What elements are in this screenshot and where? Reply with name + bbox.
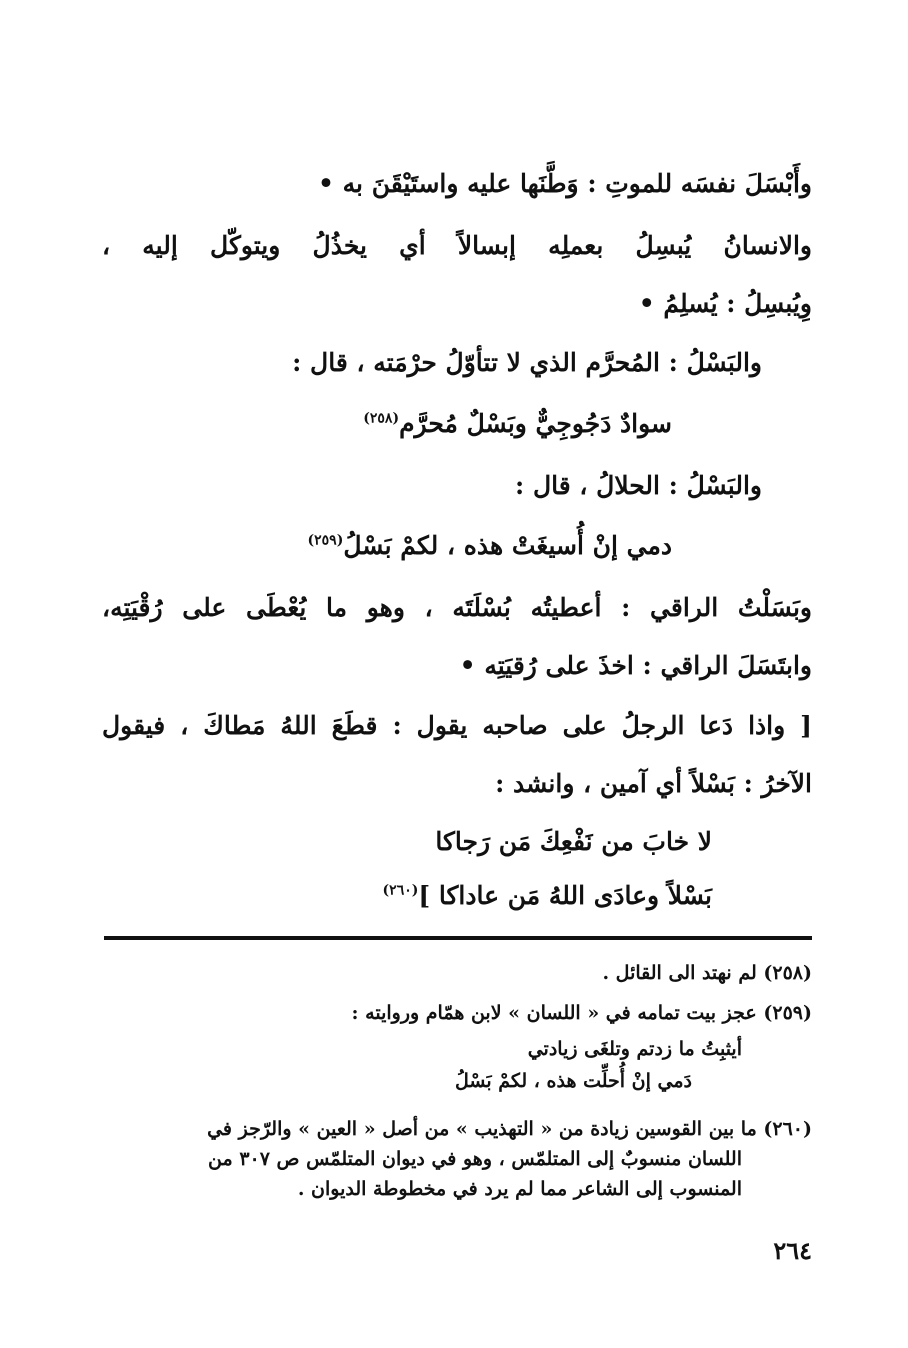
footnote-258: (٢٥٨) لم نهتد الى القائل . (602, 962, 812, 984)
body-line-2: والانسانُ يُبسِلُ بعملِه إبسالاً أي يخذُلُ ويتوكّل إليه ، (102, 231, 812, 260)
verse-line-2 (308, 528, 672, 564)
footnote-ref-260: (٢٦٠) (382, 882, 419, 899)
footnote-259: (٢٥٩) عجز بيت تمامه في « اللسان » لابن همّام وروايته : (351, 1002, 812, 1024)
footnote-260-line-1: (٢٦٠) ما بين القوسين زيادة من « التهذيب » من أصل « العين » والرّجز في (207, 1118, 812, 1140)
body-line-10: [ واذا دَعا الرجلُ على صاحبه يقول : قطَعَ اللهُ مَطاكَ ، فيقول (102, 711, 812, 740)
footnote-260-line-2: اللسان منسوبٌ إلى المتلمّس ، وهو في ديوان المتلمّس ص ٣٠٧ من (208, 1148, 742, 1170)
footnote-260-line-3: المنسوب إلى الشاعر مما لم يرد في مخطوطة الديوان . (297, 1178, 742, 1200)
body-line-8: وبَسَلْتُ الراقي : أعطيتُه بُسْلَتَه ، وهو ما يُعْطَى على رُقْيَتِه، (102, 593, 812, 622)
body-line-3: وِيُبسِلُ : يُسلِمُ • (638, 289, 812, 318)
verse-text: دمي إنْ أُسيغَتْ هذه ، لكمْ بَسْلُ (343, 531, 672, 560)
verse-line-3: لا خابَ من نَفْعِكَ مَن رَجاكا (435, 827, 712, 856)
verse-line-1 (363, 406, 672, 442)
verse-text: بَسْلاً وعادَى اللهُ مَن عاداكا ] (418, 881, 712, 910)
footnote-259-verse-2: دَمي إنْ أُحلِّت هذه ، لكمْ بَسْلُ (455, 1070, 692, 1092)
footnote-259-verse-1: أيثبِتُ ما زدتم وتلغَى زيادتي (527, 1038, 742, 1060)
body-line-9: وابتَسَلَ الراقي : اخذَ على رُقيَتِه • (459, 651, 812, 680)
page-number: ٢٦٤ (773, 1236, 812, 1265)
body-line-1: وأَبْسَلَ نفسَه للموتِ : وَطَّنَها عليه واستَيْقَنَ به • (317, 169, 812, 198)
footnote-ref-258: (٢٥٨) (363, 410, 400, 427)
verse-line-4 (383, 878, 712, 914)
body-line-6: والبَسْلُ : الحلالُ ، قال : (515, 471, 762, 500)
footnote-ref-259: (٢٥٩) (307, 532, 344, 549)
footnote-divider (104, 936, 812, 940)
body-line-11: الآخرُ : بَسْلاً أي آمين ، وانشد : (495, 769, 812, 798)
verse-text: سوادٌ دَجُوجِيٌّ وبَسْلٌ مُحرَّم (399, 409, 672, 438)
body-line-4: والبَسْلُ : المُحرَّم الذي لا تتأوّلُ حرْمَته ، قال : (292, 348, 762, 377)
